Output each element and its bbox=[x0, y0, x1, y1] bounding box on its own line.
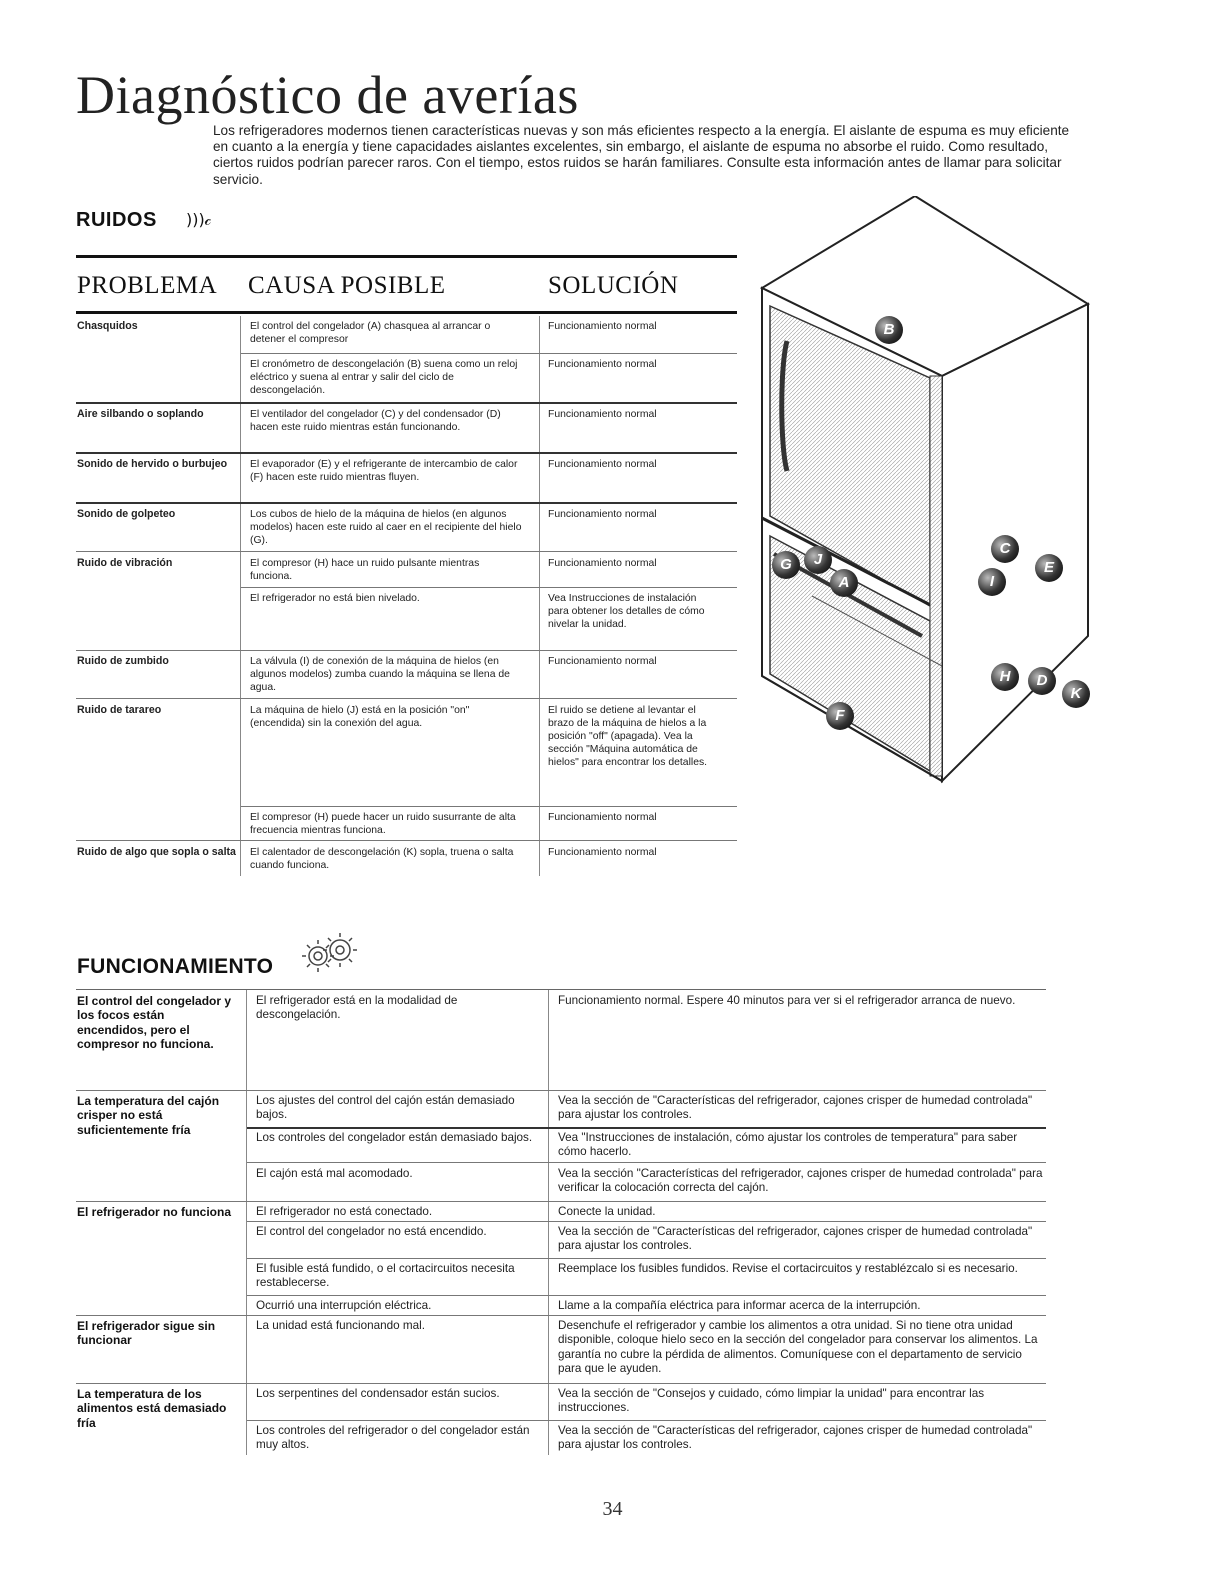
row-divider bbox=[76, 650, 737, 651]
solution-cell: Funcionamiento normal bbox=[548, 847, 657, 858]
row-divider bbox=[247, 1221, 1046, 1222]
cause-cell: Los cubos de hielo de la máquina de hielos (en algunos modelos) hacen este ruido al caer en el recipiente del hielo (G). bbox=[250, 509, 522, 546]
row-divider bbox=[76, 502, 737, 504]
solution-cell: Vea Instrucciones de instalación para obtener los detalles de cómo nivelar la unidad. bbox=[548, 593, 705, 630]
col-divider bbox=[539, 316, 540, 876]
diagram-callout-e: E bbox=[1035, 554, 1063, 582]
solution-cell: El ruido se detiene al levantar el brazo de la máquina de hielos a la posición "off" (apagada). Vea la sección "Máquina automática de hielos" para encontrar los detalles. bbox=[548, 705, 708, 768]
cause-cell: El evaporador (E) y el refrigerante de intercambio de calor (F) hacen este ruido mientras fluyen. bbox=[250, 459, 518, 483]
cause-cell: Ocurrió una interrupción eléctrica. bbox=[256, 1299, 432, 1312]
problem-cell: Ruido de vibración bbox=[77, 557, 173, 569]
row-divider bbox=[76, 989, 1046, 990]
page-number: 34 bbox=[602, 1498, 623, 1520]
diagram-callout-h: H bbox=[991, 663, 1019, 691]
diagram-callout-i: I bbox=[978, 568, 1006, 596]
solution-cell: Funcionamiento normal bbox=[548, 812, 657, 823]
cause-cell: El ventilador del congelador (C) y del condensador (D) hacen este ruido mientras están funcionando. bbox=[250, 409, 501, 433]
col-divider bbox=[548, 990, 549, 1455]
problem-cell: Ruido de tarareo bbox=[77, 704, 162, 716]
cause-cell: La unidad está funcionando mal. bbox=[256, 1319, 425, 1332]
ruidos-heading: RUIDOS bbox=[76, 209, 157, 231]
diagram-callout-k: K bbox=[1062, 680, 1090, 708]
page-title: Diagnóstico de averías bbox=[76, 65, 579, 125]
cause-cell: El control del congelador no está encendido. bbox=[256, 1225, 487, 1238]
row-divider bbox=[76, 1201, 1046, 1202]
row-divider bbox=[76, 1090, 1046, 1091]
problem-cell: Sonido de hervido o burbujeo bbox=[77, 458, 228, 470]
solution-cell: Funcionamiento normal bbox=[548, 656, 657, 667]
problem-cell: Aire silbando o soplando bbox=[77, 408, 204, 420]
row-divider bbox=[247, 1258, 1046, 1259]
problem-cell: El control del congelador y los focos están encendidos, pero el compresor no funciona. bbox=[77, 994, 232, 1052]
problem-cell: Chasquidos bbox=[77, 320, 138, 332]
cause-cell: Los controles del refrigerador o del congelador están muy altos. bbox=[256, 1424, 530, 1452]
diagram-callout-b: B bbox=[875, 316, 903, 344]
solution-cell: Vea la sección "Características del refrigerador, cajones crisper de humedad controlada" para verificar la colocación correcta del cajón. bbox=[558, 1167, 1043, 1195]
col-divider bbox=[240, 316, 241, 876]
row-divider bbox=[241, 353, 737, 354]
col-problem-heading: PROBLEMA bbox=[77, 272, 218, 299]
cause-cell: El refrigerador está en la modalidad de descongelación. bbox=[256, 994, 458, 1022]
solution-cell: Vea "Instrucciones de instalación, cómo ajustar los controles de temperatura" para saber cómo hacerlo. bbox=[558, 1131, 1018, 1159]
cause-cell: El refrigerador no está bien nivelado. bbox=[250, 593, 420, 604]
cause-cell: El fusible está fundido, o el cortacircuitos necesita restablecerse. bbox=[256, 1262, 515, 1290]
header-rule bbox=[76, 311, 737, 314]
solution-cell: Vea la sección de "Consejos y cuidado, cómo limpiar la unidad" para encontrar las instrucciones. bbox=[558, 1387, 985, 1415]
solution-cell: Desenchufe el refrigerador y cambie los alimentos a otra unidad. Si no tiene otra unidad disponible, coloque hielo seco en la sección del congelador para conservar los alimentos. La garantía no cubre la pérdida de alimentos. Comuníquese con el departamento de servicio para que le ayuden. bbox=[558, 1319, 1038, 1376]
row-divider bbox=[76, 840, 737, 841]
problem-cell: Ruido de algo que sopla o salta bbox=[77, 846, 236, 858]
section-rule bbox=[76, 255, 737, 258]
cause-cell: La válvula (I) de conexión de la máquina de hielos (en algunos modelos) zumba cuando la máquina se llena de agua. bbox=[250, 656, 510, 693]
cause-cell: El refrigerador no está conectado. bbox=[256, 1205, 433, 1218]
diagram-callout-c: C bbox=[991, 535, 1019, 563]
problem-cell: Sonido de golpeteo bbox=[77, 508, 176, 520]
cause-cell: El cronómetro de descongelación (B) suena como un reloj eléctrico y suena al entrar y salir del ciclo de descongelación. bbox=[250, 359, 518, 396]
cause-cell: El control del congelador (A) chasquea al arrancar o detener el compresor bbox=[250, 321, 491, 345]
diagram-callout-j: J bbox=[804, 546, 832, 574]
cause-cell: La máquina de hielo (J) está en la posición "on" (encendida) sin la conexión del agua. bbox=[250, 705, 470, 729]
solution-cell: Funcionamiento normal bbox=[548, 558, 657, 569]
problem-cell: El refrigerador sigue sin funcionar bbox=[77, 1319, 216, 1348]
row-divider bbox=[76, 1383, 1046, 1384]
problem-cell: La temperatura del cajón crisper no está suficientemente fría bbox=[77, 1094, 220, 1137]
intro-paragraph: Los refrigeradores modernos tienen características nuevas y son más eficientes respecto a la energía. El aislante de espuma es muy eficiente en cuanto a la energía y tiene capacidades aislantes excelentes, sin embargo, el aislante de espuma no absorbe el ruido. Como resultado, ciertos ruidos podrían parecer raros. Con el tiempo, estos ruidos se harán familiares. Consulte esta información antes de llamar para solicitar servicio. bbox=[213, 123, 1070, 187]
cause-cell: El compresor (H) puede hacer un ruido susurrante de alta frecuencia mientras funciona. bbox=[250, 812, 516, 836]
row-divider bbox=[76, 452, 737, 454]
solution-cell: Vea la sección de "Características del refrigerador, cajones crisper de humedad controlada" para ajustar los controles. bbox=[558, 1225, 1033, 1253]
col-solution-heading: SOLUCIÓN bbox=[548, 272, 679, 299]
diagram-callout-d: D bbox=[1028, 667, 1056, 695]
row-divider bbox=[247, 1295, 1046, 1296]
sound-ear-icon: )))𝒸 bbox=[186, 210, 212, 229]
diagram-callout-g: G bbox=[772, 551, 800, 579]
diagram-callout-f: F bbox=[826, 702, 854, 730]
row-divider bbox=[241, 806, 737, 807]
solution-cell: Vea la sección de "Características del refrigerador, cajones crisper de humedad controlada" para ajustar los controles. bbox=[558, 1094, 1033, 1122]
solution-cell: Conecte la unidad. bbox=[558, 1205, 656, 1218]
solution-cell: Funcionamiento normal bbox=[548, 321, 657, 332]
col-divider bbox=[246, 990, 247, 1455]
cause-cell: Los serpentines del condensador están sucios. bbox=[256, 1387, 500, 1400]
row-divider bbox=[76, 551, 737, 552]
solution-cell: Vea la sección de "Características del refrigerador, cajones crisper de humedad controlada" para ajustar los controles. bbox=[558, 1424, 1033, 1452]
row-divider bbox=[76, 402, 737, 404]
row-divider bbox=[247, 1420, 1046, 1421]
solution-cell: Llame a la compañía eléctrica para informar acerca de la interrupción. bbox=[558, 1299, 921, 1312]
row-divider bbox=[241, 587, 737, 588]
problem-cell: El refrigerador no funciona bbox=[77, 1205, 232, 1219]
row-divider bbox=[247, 1127, 1046, 1129]
diagram-callout-a: A bbox=[830, 569, 858, 597]
cause-cell: El cajón está mal acomodado. bbox=[256, 1167, 413, 1180]
row-divider bbox=[247, 1162, 1046, 1163]
solution-cell: Funcionamiento normal bbox=[548, 359, 657, 370]
cause-cell: Los ajustes del control del cajón están demasiado bajos. bbox=[256, 1094, 515, 1122]
solution-cell: Funcionamiento normal bbox=[548, 409, 657, 420]
cause-cell: El calentador de descongelación (K) sopla, truena o salta cuando funciona. bbox=[250, 847, 514, 871]
row-divider bbox=[76, 1315, 1046, 1316]
funcionamiento-heading: FUNCIONAMIENTO bbox=[77, 955, 274, 978]
refrigerator-diagram bbox=[752, 196, 1097, 786]
solution-cell: Funcionamiento normal bbox=[548, 509, 657, 520]
row-divider bbox=[76, 698, 737, 699]
problem-cell: La temperatura de los alimentos está demasiado fría bbox=[77, 1387, 227, 1430]
cause-cell: Los controles del congelador están demasiado bajos. bbox=[256, 1131, 533, 1144]
solution-cell: Funcionamiento normal bbox=[548, 459, 657, 470]
solution-cell: Reemplace los fusibles fundidos. Revise el cortacircuitos y restablézcalo si es necesario. bbox=[558, 1262, 1018, 1275]
solution-cell: Funcionamiento normal. Espere 40 minutos para ver si el refrigerador arranca de nuevo. bbox=[558, 994, 1016, 1007]
gears-icon bbox=[300, 930, 358, 974]
col-cause-heading: CAUSA POSIBLE bbox=[248, 272, 446, 299]
cause-cell: El compresor (H) hace un ruido pulsante mientras funciona. bbox=[250, 558, 480, 582]
problem-cell: Ruido de zumbido bbox=[77, 655, 169, 667]
